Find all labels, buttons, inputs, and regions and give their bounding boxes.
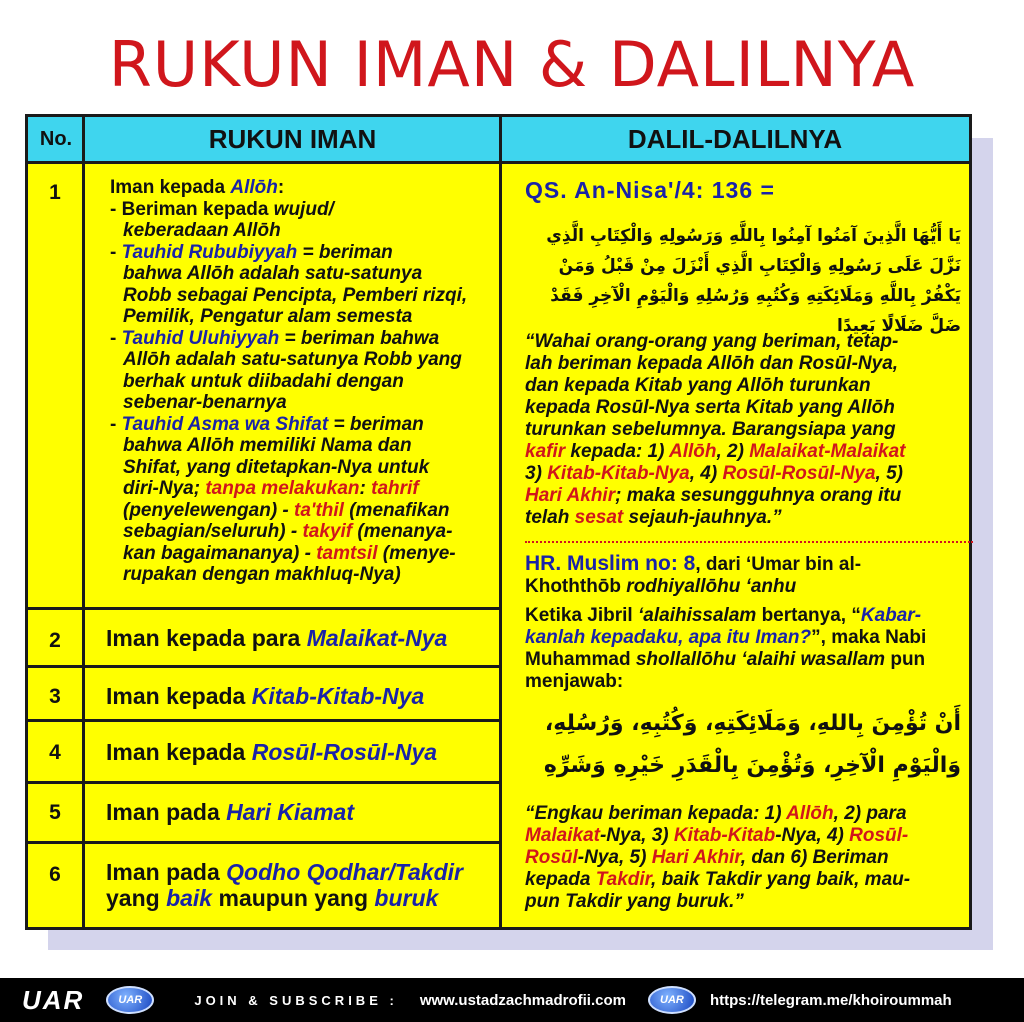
row-divider: [28, 665, 502, 668]
row-number: 5: [49, 801, 61, 824]
header-rukun-iman: RUKUN IMAN: [84, 117, 501, 164]
row-divider: [28, 607, 502, 610]
quran-arabic-text: يَا أَيُّهَا الَّذِينَ آمَنُوا آمِنُوا بِاللَّهِ وَرَسُولِهِ وَالْكِتَابِ الَّذِي نَزَّلَ عَلَى رَسُولِهِ وَالْكِتَابِ الَّذِي أَنْزَلَ مِنْ قَبْلُ وَمَنْ يَكْفُرْ بِاللَّهِ وَمَلَائِكَتِهِ وَكُتُبِهِ وَرُسُلِهِ وَالْيَوْمِ الْآخِرِ فَقَدْ ضَلَّ ضَلَالًا بَعِيدًا: [546, 226, 961, 336]
uar-logo: UAR: [22, 984, 85, 1015]
hadith-reference: HR. Muslim no: 8, dari ‘Umar bin al- Khoththōb rodhiyallōhu ‘anhu: [525, 552, 862, 597]
row-number: 4: [49, 741, 61, 764]
quran-translation: “Wahai orang-orang yang beriman, tetap- lah beriman kepada Allōh dan Rosūl-Nya, dan kepada Kitab yang Allōh turunkan kepada Rosūl-Nya serta Kitab yang Allōh turunkan sebelumnya. Barangsiapa yang kafir kepada: 1) Allōh, 2) Malaikat-Malaikat 3) Kitab-Kitab-Nya, 4) Rosūl-Rosūl-Nya, 5) Hari Akhir; maka sesungguhnya orang itu telah sesat sejauh-jauhnya.”: [525, 331, 906, 528]
row-divider: [28, 719, 502, 722]
row-number: 3: [49, 685, 61, 708]
row-3-text: Iman kepada Kitab-Kitab-Nya: [106, 683, 425, 709]
column-divider: [82, 117, 85, 927]
page-title: RUKUN IMAN & DALILNYA: [108, 28, 916, 101]
quran-reference: QS. An-Nisa'/4: 136 =: [525, 177, 775, 203]
footer-bar: [0, 978, 1024, 1022]
uar-badge-icon: UAR: [106, 986, 154, 1014]
row-6-text: Iman pada Qodho Qodhar/Takdir yang baik maupun yang buruk: [106, 859, 463, 911]
hadith-translation: “Engkau beriman kepada: 1) Allōh, 2) para Malaikat-Nya, 3) Kitab-Kitab-Nya, 4) Rosūl- Rosūl-Nya, 5) Hari Akhir, dan 6) Beriman kepada Takdir, baik Takdir yang baik, mau- pun Takdir yang buruk.”: [525, 803, 911, 912]
rukun-iman-table: [25, 114, 972, 930]
row-5-text: Iman pada Hari Kiamat: [106, 799, 354, 825]
hadith-intro: Ketika Jibril ‘alaihissalam bertanya, “Kabar- kanlah kepadaku, apa itu Iman?”, maka Nabi Muhammad shollallōhu ‘alaihi wasallam pun menjawab:: [525, 605, 927, 692]
row-1-description: Iman kepada Allōh: - Beriman kepada wujud/ keberadaan Allōh - Tauhid Rububiyyah = beriman bahwa Allōh adalah satu-satunya Robb sebagai Pencipta, Pemberi rizqi, Pemilik, Pengatur alam semesta - Tauhid Uluhiyyah = beriman bahwa Allōh adalah satu-satunya Robb yang berhak untuk diibadahi dengan sebenar-benarnya - Tauhid Asma wa Shifat = beriman bahwa Allōh memiliki Nama dan Shifat, yang ditetapkan-Nya untuk diri-Nya; tanpa melakukan: tahrif (penyelewengan) - ta'thil (menafikan sebagian/seluruh) - takyif (menanya- kan bagaimananya) - tamtsil (menye- rupakan dengan makhluq-Nya): [110, 177, 468, 585]
header-no: No.: [28, 117, 84, 164]
row-2-text: Iman kepada para Malaikat-Nya: [106, 625, 448, 651]
uar-badge-icon: UAR: [648, 986, 696, 1014]
column-divider: [499, 117, 502, 927]
row-divider: [28, 841, 502, 844]
header-dalil: DALIL-DALILNYA: [501, 117, 969, 164]
join-subscribe-text: JOIN & SUBSCRIBE :: [194, 992, 398, 1008]
row-4-text: Iman kepada Rosūl-Rosūl-Nya: [106, 739, 438, 765]
row-number: 1: [49, 181, 61, 204]
section-divider: [525, 541, 973, 543]
row-divider: [28, 781, 502, 784]
telegram-link[interactable]: https://telegram.me/khoiroummah: [709, 991, 952, 1009]
row-number: 2: [49, 629, 61, 652]
website-link[interactable]: www.ustadzachmadrofii.com: [419, 991, 626, 1009]
hadith-arabic-text: أَنْ تُؤْمِنَ بِاللهِ، وَمَلَائِكَتِهِ، وَكُتُبِهِ، وَرُسُلِهِ، وَالْيَوْمِ الْآخِرِ، وَتُؤْمِنَ بِالْقَدَرِ خَيْرِهِ وَشَرِّهِ: [543, 711, 961, 778]
row-number: 6: [49, 863, 61, 886]
